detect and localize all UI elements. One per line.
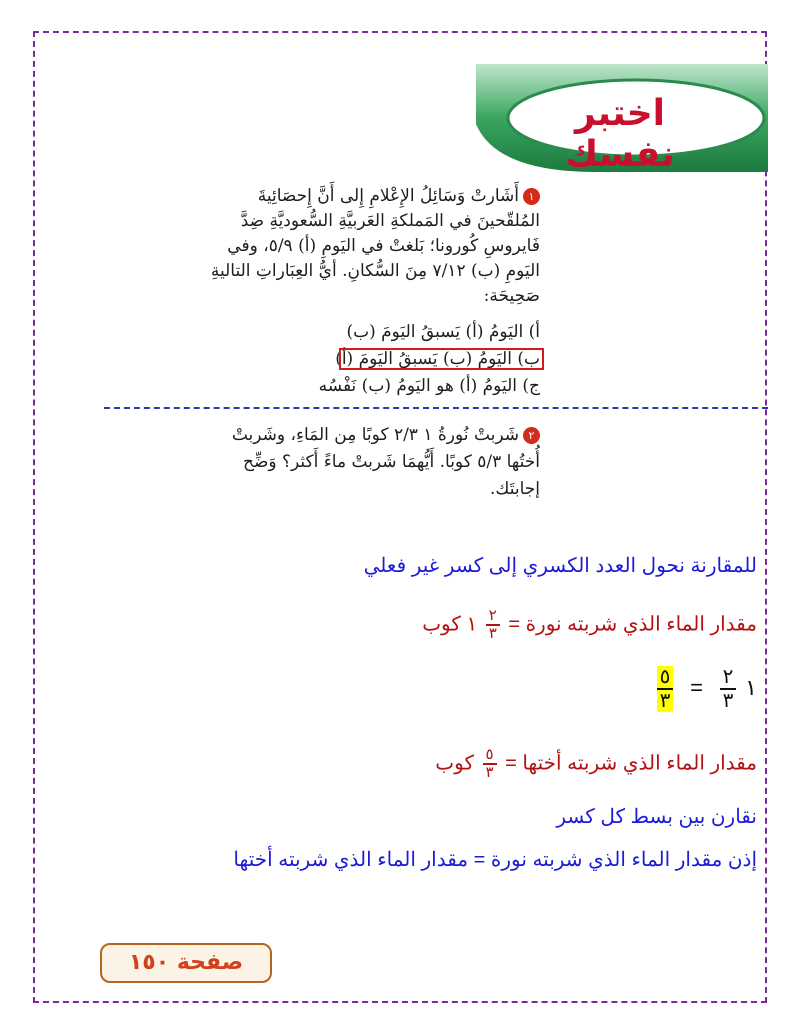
question-2-line-2: أُختُها ٥/٣ كوبًا. أَيُّهمَا شَربتْ ماءً أَكثر؟ وَضِّح <box>243 452 540 472</box>
question-1-line-5: صَحِيحَة: <box>483 286 540 306</box>
solution-conversion: ١ $\frac{٢}{٣}$ = $\frac{٥}{٣}$ <box>654 666 757 712</box>
sister-fraction: $\frac{٥}{٣}$ <box>483 747 497 781</box>
question-1-option-c: ج) اليَومُ (أ) هو اليَومُ (ب) نَفْسُه <box>318 376 540 396</box>
question-2-number-badge: ٢ <box>523 427 540 444</box>
improper-fraction-result: $\frac{٥}{٣}$ <box>657 666 673 712</box>
question-1-line-4: اليَومِ (ب) ٧/١٢ مِنَ السُّكانِ. أيُّ العِبَاراتِ التاليةِ <box>210 261 540 281</box>
question-1-line-3: فَايروسِ كُورونا؛ بَلغتْ في اليَومِ (أ) ٥/٩، وفي <box>227 236 540 256</box>
section-divider <box>104 407 768 409</box>
page-number-label: صفحة ١٥٠ <box>100 943 272 983</box>
solution-noura-amount: مقدار الماء الذي شربته نورة = $\frac{٢}{٣}$ ١ كوب <box>422 607 757 642</box>
question-2-line-3: إجابتَك. <box>489 479 540 499</box>
mixed-fraction-part: $\frac{٢}{٣}$ <box>720 666 736 712</box>
solution-compare: نقارن بين بسط كل كسر <box>556 806 757 828</box>
question-1-line-2: المُلقّحينَ في المَملكةِ العَربيَّةِ السُّعوديَّةِ ضِدَّ <box>240 211 540 231</box>
question-1-number-badge: ١ <box>523 188 540 205</box>
question-1-line-1: ١أَشَارتْ وَسَائِلُ الإِعْلامِ إِلى أَنَّ إِحصَائِيةَ <box>258 186 540 206</box>
solution-conclusion: إذن مقدار الماء الذي شربته نورة = مقدار الماء الذي شربته أختها <box>233 849 757 871</box>
question-2-line-1: ٢شَربتْ نُورةُ ١ ٢/٣ كوبًا مِن المَاءِ، وشَربتْ <box>232 425 540 445</box>
solution-sister-amount: مقدار الماء الذي شربته أختها = $\frac{٥}{٣}$ كوب <box>435 746 757 781</box>
noura-fraction: $\frac{٢}{٣}$ <box>486 608 500 642</box>
question-1-option-a: أ) اليَومُ (أ) يَسبقُ اليَومَ (ب) <box>346 322 540 342</box>
solution-intro: للمقارنة نحول العدد الكسري إلى كسر غير فعلي <box>363 555 757 577</box>
correct-answer-box <box>339 348 544 370</box>
banner-title: اختبر نفسك <box>565 93 675 175</box>
question-1-option-b: ب) اليَومُ (ب) يَسبقُ اليَومَ (أ) <box>335 349 540 369</box>
